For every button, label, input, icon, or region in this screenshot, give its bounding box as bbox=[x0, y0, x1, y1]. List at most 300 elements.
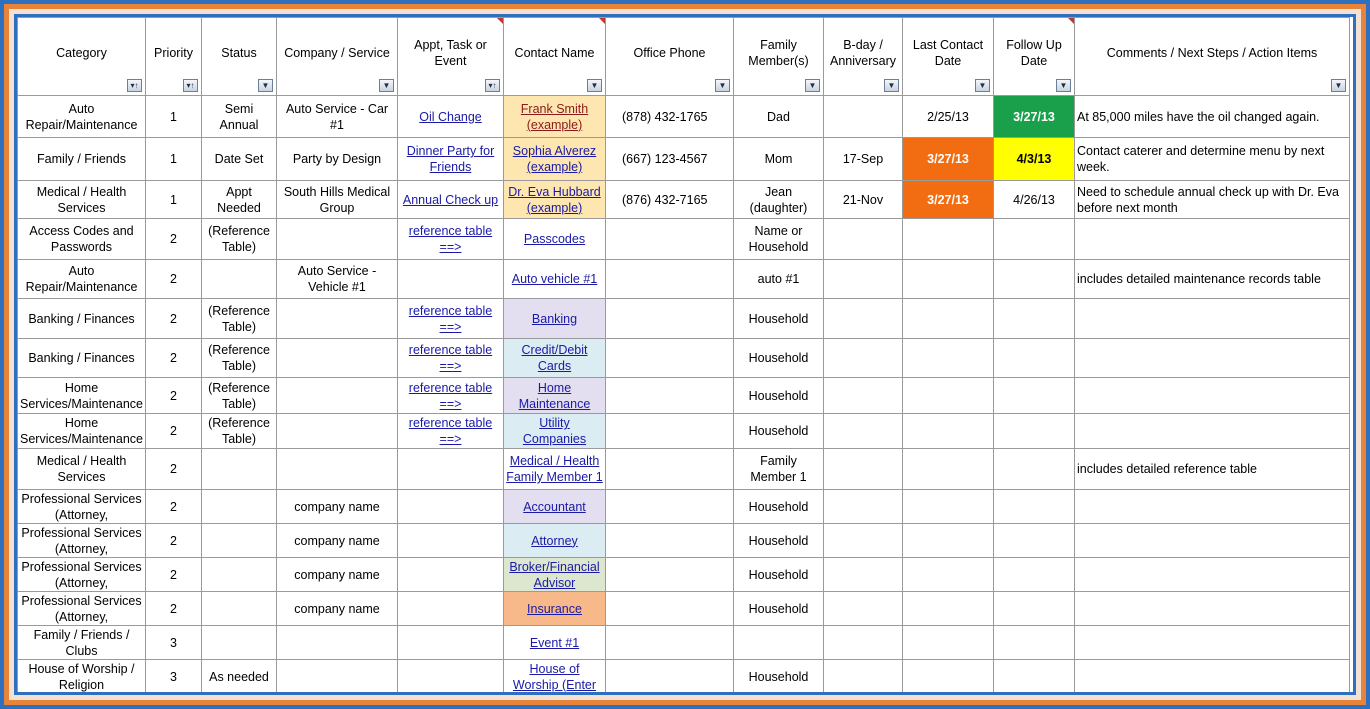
contact-cell[interactable] bbox=[504, 260, 606, 299]
follow-up-cell[interactable] bbox=[994, 558, 1075, 592]
contact-cell[interactable] bbox=[504, 138, 606, 181]
family-cell[interactable] bbox=[734, 449, 824, 490]
phone-cell[interactable] bbox=[606, 299, 734, 339]
last-contact-cell[interactable] bbox=[903, 96, 994, 138]
bday-cell[interactable] bbox=[824, 524, 903, 558]
priority-text: 2 bbox=[170, 601, 177, 616]
appt-link[interactable]: reference table ==> bbox=[408, 416, 493, 446]
phone-cell[interactable] bbox=[606, 660, 734, 693]
appt-link[interactable]: reference table ==> bbox=[408, 303, 493, 334]
sort-filter-icon[interactable]: ▾↑ bbox=[183, 79, 198, 92]
bday-cell[interactable] bbox=[824, 138, 903, 181]
category-cell[interactable] bbox=[18, 592, 146, 626]
filter-dropdown-icon[interactable]: ▼ bbox=[587, 79, 602, 92]
family-text: Household bbox=[748, 424, 809, 438]
comments-cell[interactable] bbox=[1075, 378, 1350, 414]
phone-cell[interactable] bbox=[606, 592, 734, 626]
status-cell[interactable] bbox=[202, 299, 277, 339]
comments-cell[interactable] bbox=[1075, 490, 1350, 524]
appt-cell[interactable] bbox=[398, 449, 504, 490]
column-header-label: Office Phone bbox=[633, 45, 706, 60]
filter-dropdown-icon[interactable]: ▼ bbox=[975, 79, 990, 92]
family-cell[interactable] bbox=[734, 524, 824, 558]
bday-text: 21-Nov bbox=[842, 192, 884, 207]
family-text: Household bbox=[748, 351, 809, 365]
family-cell[interactable] bbox=[734, 138, 824, 181]
follow-up-cell[interactable] bbox=[994, 299, 1075, 339]
contact-link[interactable]: Auto vehicle #1 bbox=[511, 272, 598, 286]
status-cell[interactable] bbox=[202, 96, 277, 138]
inner-frame bbox=[14, 14, 1356, 695]
company-cell[interactable] bbox=[277, 490, 398, 524]
category-cell[interactable] bbox=[18, 490, 146, 524]
column-header bbox=[734, 18, 824, 96]
bday-text: 17-Sep bbox=[842, 152, 884, 166]
follow-up-cell[interactable] bbox=[994, 490, 1075, 524]
appt-link[interactable]: reference table ==> bbox=[408, 224, 493, 254]
table-row bbox=[18, 558, 1350, 592]
phone-cell[interactable] bbox=[606, 490, 734, 524]
follow-up-cell[interactable] bbox=[994, 339, 1075, 378]
family-cell[interactable] bbox=[734, 414, 824, 449]
appt-cell[interactable] bbox=[398, 181, 504, 219]
category-cell[interactable] bbox=[18, 378, 146, 414]
follow-up-text: 4/3/13 bbox=[1016, 152, 1052, 166]
phone-cell[interactable] bbox=[606, 96, 734, 138]
category-cell[interactable] bbox=[18, 138, 146, 181]
follow-up-cell[interactable] bbox=[994, 414, 1075, 449]
contact-link[interactable]: Insurance bbox=[527, 601, 582, 616]
column-header-label: Appt, Task or Event bbox=[414, 37, 487, 68]
category-cell[interactable] bbox=[18, 558, 146, 592]
filter-dropdown-icon[interactable]: ▼ bbox=[1056, 79, 1071, 92]
follow-up-cell[interactable] bbox=[994, 138, 1075, 181]
bday-cell[interactable] bbox=[824, 96, 903, 138]
follow-up-cell[interactable] bbox=[994, 449, 1075, 490]
comments-cell[interactable] bbox=[1075, 339, 1350, 378]
table-row bbox=[18, 524, 1350, 558]
company-text: Auto Service - Car #1 bbox=[285, 101, 389, 132]
comments-cell[interactable] bbox=[1075, 181, 1350, 219]
category-cell[interactable] bbox=[18, 219, 146, 260]
table-row bbox=[18, 299, 1350, 339]
contact-link[interactable]: Banking bbox=[531, 311, 578, 326]
priority-text: 1 bbox=[170, 152, 177, 166]
priority-cell[interactable] bbox=[146, 490, 202, 524]
priority-cell[interactable] bbox=[146, 219, 202, 260]
appt-cell[interactable] bbox=[398, 260, 504, 299]
company-cell[interactable] bbox=[277, 378, 398, 414]
filter-dropdown-icon[interactable]: ▼ bbox=[258, 79, 273, 92]
bday-cell[interactable] bbox=[824, 660, 903, 693]
phone-cell[interactable] bbox=[606, 378, 734, 414]
category-text: Auto Repair/Maintenance bbox=[25, 101, 138, 132]
contact-link[interactable]: Medical / Health Family Member 1 bbox=[506, 454, 603, 484]
column-header bbox=[903, 18, 994, 96]
appt-cell[interactable] bbox=[398, 138, 504, 181]
category-cell[interactable] bbox=[18, 449, 146, 490]
priority-cell[interactable] bbox=[146, 414, 202, 449]
family-cell[interactable] bbox=[734, 219, 824, 260]
family-text: Household bbox=[748, 533, 809, 548]
follow-up-cell[interactable] bbox=[994, 96, 1075, 138]
company-text: Party by Design bbox=[292, 152, 382, 166]
status-cell[interactable] bbox=[202, 414, 277, 449]
follow-up-cell[interactable] bbox=[994, 181, 1075, 219]
appt-link[interactable]: reference table ==> bbox=[408, 380, 493, 411]
phone-cell[interactable] bbox=[606, 558, 734, 592]
family-cell[interactable] bbox=[734, 260, 824, 299]
family-text: Household bbox=[748, 669, 809, 684]
contact-link[interactable]: Dr. Eva Hubbard (example) bbox=[508, 184, 601, 215]
last-contact-cell[interactable] bbox=[903, 138, 994, 181]
table-row bbox=[18, 660, 1350, 693]
priority-cell[interactable] bbox=[146, 181, 202, 219]
last-contact-text: 3/27/13 bbox=[927, 152, 969, 166]
last-contact-cell[interactable] bbox=[903, 524, 994, 558]
comments-text: includes detailed maintenance records table bbox=[1077, 272, 1321, 286]
phone-cell[interactable] bbox=[606, 449, 734, 490]
last-contact-cell[interactable] bbox=[903, 378, 994, 414]
company-cell[interactable] bbox=[277, 339, 398, 378]
contact-cell[interactable] bbox=[504, 96, 606, 138]
comments-cell[interactable] bbox=[1075, 558, 1350, 592]
contact-cell[interactable] bbox=[504, 299, 606, 339]
table-row bbox=[18, 260, 1350, 299]
priority-cell[interactable] bbox=[146, 558, 202, 592]
last-contact-cell[interactable] bbox=[903, 660, 994, 693]
column-header-label: Contact Name bbox=[514, 45, 595, 60]
priority-text: 2 bbox=[170, 311, 177, 326]
contact-link[interactable]: Attorney bbox=[531, 533, 578, 548]
family-text: Household bbox=[748, 567, 809, 582]
filter-dropdown-icon[interactable]: ▼ bbox=[1331, 79, 1346, 92]
appt-cell[interactable] bbox=[398, 660, 504, 693]
company-cell[interactable] bbox=[277, 626, 398, 660]
follow-up-cell[interactable] bbox=[994, 592, 1075, 626]
contact-link[interactable]: Frank Smith (example) bbox=[520, 101, 589, 132]
category-cell[interactable] bbox=[18, 626, 146, 660]
category-text: Banking / Finances bbox=[28, 351, 135, 365]
table-row bbox=[18, 219, 1350, 260]
category-text: Home Services/Maintenance bbox=[20, 380, 143, 411]
appt-cell[interactable] bbox=[398, 96, 504, 138]
priority-cell[interactable] bbox=[146, 299, 202, 339]
priority-cell[interactable] bbox=[146, 592, 202, 626]
category-cell[interactable] bbox=[18, 524, 146, 558]
priority-cell[interactable] bbox=[146, 449, 202, 490]
comments-cell[interactable] bbox=[1075, 96, 1350, 138]
appt-link[interactable]: reference table ==> bbox=[408, 343, 493, 373]
comments-cell[interactable] bbox=[1075, 592, 1350, 626]
comments-cell[interactable] bbox=[1075, 626, 1350, 660]
company-cell[interactable] bbox=[277, 260, 398, 299]
company-cell[interactable] bbox=[277, 524, 398, 558]
company-cell[interactable] bbox=[277, 414, 398, 449]
appt-cell[interactable] bbox=[398, 490, 504, 524]
comments-cell[interactable] bbox=[1075, 449, 1350, 490]
category-text: House of Worship / Religion bbox=[28, 661, 135, 692]
contact-link[interactable]: Credit/Debit Cards bbox=[521, 343, 588, 373]
priority-text: 2 bbox=[170, 272, 177, 286]
bday-cell[interactable] bbox=[824, 558, 903, 592]
status-cell[interactable] bbox=[202, 524, 277, 558]
phone-cell[interactable] bbox=[606, 181, 734, 219]
status-cell[interactable] bbox=[202, 260, 277, 299]
bday-cell[interactable] bbox=[824, 626, 903, 660]
contact-link[interactable]: Broker/Financial Advisor bbox=[509, 559, 600, 590]
appt-cell[interactable] bbox=[398, 414, 504, 449]
table-row bbox=[18, 96, 1350, 138]
follow-up-text: 3/27/13 bbox=[1013, 109, 1055, 124]
last-contact-text: 2/25/13 bbox=[927, 109, 969, 124]
contact-link[interactable]: Utility Companies bbox=[522, 416, 587, 446]
company-text: company name bbox=[294, 499, 380, 514]
status-cell[interactable] bbox=[202, 626, 277, 660]
status-cell[interactable] bbox=[202, 558, 277, 592]
contact-cell[interactable] bbox=[504, 592, 606, 626]
contact-cell[interactable] bbox=[504, 219, 606, 260]
company-cell[interactable] bbox=[277, 299, 398, 339]
contact-cell[interactable] bbox=[504, 181, 606, 219]
follow-up-cell[interactable] bbox=[994, 219, 1075, 260]
contact-link[interactable]: Sophia Alverez (example) bbox=[512, 144, 597, 174]
company-cell[interactable] bbox=[277, 138, 398, 181]
contact-link[interactable]: Accountant bbox=[523, 499, 586, 514]
comments-cell[interactable] bbox=[1075, 299, 1350, 339]
family-cell[interactable] bbox=[734, 299, 824, 339]
status-cell[interactable] bbox=[202, 490, 277, 524]
comments-cell[interactable] bbox=[1075, 219, 1350, 260]
column-header bbox=[18, 18, 146, 96]
status-text: Semi Annual bbox=[219, 101, 259, 132]
company-cell[interactable] bbox=[277, 449, 398, 490]
appt-link[interactable]: Annual Check up bbox=[402, 192, 499, 207]
family-text: Household bbox=[748, 311, 809, 326]
category-cell[interactable] bbox=[18, 299, 146, 339]
contact-cell[interactable] bbox=[504, 490, 606, 524]
phone-cell[interactable] bbox=[606, 339, 734, 378]
column-header-label: Priority bbox=[154, 45, 193, 60]
contact-cell[interactable] bbox=[504, 339, 606, 378]
category-cell[interactable] bbox=[18, 414, 146, 449]
contact-link[interactable]: Home Maintenance bbox=[518, 380, 591, 411]
comments-text: Contact caterer and determine menu by next week. bbox=[1077, 144, 1325, 174]
column-header bbox=[824, 18, 903, 96]
bday-cell[interactable] bbox=[824, 414, 903, 449]
appt-cell[interactable] bbox=[398, 219, 504, 260]
bday-cell[interactable] bbox=[824, 299, 903, 339]
company-cell[interactable] bbox=[277, 592, 398, 626]
contact-link[interactable]: House of Worship (Enter bbox=[512, 661, 597, 692]
bday-cell[interactable] bbox=[824, 490, 903, 524]
sort-filter-icon[interactable]: ▾↑ bbox=[485, 79, 500, 92]
family-text: auto #1 bbox=[757, 272, 800, 286]
last-contact-cell[interactable] bbox=[903, 558, 994, 592]
priority-cell[interactable] bbox=[146, 660, 202, 693]
family-text: Household bbox=[748, 601, 809, 616]
comments-cell[interactable] bbox=[1075, 660, 1350, 693]
last-contact-cell[interactable] bbox=[903, 626, 994, 660]
last-contact-cell[interactable] bbox=[903, 592, 994, 626]
comments-cell[interactable] bbox=[1075, 524, 1350, 558]
appt-cell[interactable] bbox=[398, 378, 504, 414]
column-header bbox=[606, 18, 734, 96]
bday-cell[interactable] bbox=[824, 592, 903, 626]
contact-link[interactable]: Passcodes bbox=[523, 232, 586, 246]
status-cell[interactable] bbox=[202, 378, 277, 414]
bday-cell[interactable] bbox=[824, 339, 903, 378]
priority-cell[interactable] bbox=[146, 260, 202, 299]
last-contact-cell[interactable] bbox=[903, 414, 994, 449]
contact-cell[interactable] bbox=[504, 626, 606, 660]
family-cell[interactable] bbox=[734, 181, 824, 219]
category-cell[interactable] bbox=[18, 181, 146, 219]
family-text: Name or Household bbox=[748, 224, 809, 254]
category-cell[interactable] bbox=[18, 96, 146, 138]
phone-cell[interactable] bbox=[606, 138, 734, 181]
follow-up-cell[interactable] bbox=[994, 626, 1075, 660]
bday-cell[interactable] bbox=[824, 378, 903, 414]
column-header-label: Company / Service bbox=[284, 45, 390, 60]
appt-cell[interactable] bbox=[398, 339, 504, 378]
status-cell[interactable] bbox=[202, 138, 277, 181]
status-text: (Reference Table) bbox=[208, 224, 270, 254]
category-text: Family / Friends bbox=[37, 152, 126, 166]
bday-cell[interactable] bbox=[824, 219, 903, 260]
table-body bbox=[18, 96, 1350, 693]
column-header bbox=[504, 18, 606, 96]
category-cell[interactable] bbox=[18, 260, 146, 299]
filter-dropdown-icon[interactable]: ▼ bbox=[805, 79, 820, 92]
family-cell[interactable] bbox=[734, 660, 824, 693]
family-text: Household bbox=[748, 499, 809, 514]
family-cell[interactable] bbox=[734, 626, 824, 660]
appt-cell[interactable] bbox=[398, 592, 504, 626]
phone-cell[interactable] bbox=[606, 414, 734, 449]
contact-table bbox=[17, 17, 1350, 692]
company-cell[interactable] bbox=[277, 96, 398, 138]
category-cell[interactable] bbox=[18, 339, 146, 378]
priority-cell[interactable] bbox=[146, 378, 202, 414]
last-contact-cell[interactable] bbox=[903, 449, 994, 490]
status-cell[interactable] bbox=[202, 449, 277, 490]
priority-cell[interactable] bbox=[146, 138, 202, 181]
follow-up-cell[interactable] bbox=[994, 524, 1075, 558]
comments-cell[interactable] bbox=[1075, 260, 1350, 299]
filter-dropdown-icon[interactable]: ▼ bbox=[379, 79, 394, 92]
contact-cell[interactable] bbox=[504, 378, 606, 414]
phone-text: (876) 432-7165 bbox=[622, 192, 708, 207]
last-contact-cell[interactable] bbox=[903, 219, 994, 260]
priority-text: 2 bbox=[170, 462, 177, 476]
follow-up-cell[interactable] bbox=[994, 378, 1075, 414]
priority-text: 2 bbox=[170, 351, 177, 365]
follow-up-cell[interactable] bbox=[994, 660, 1075, 693]
last-contact-cell[interactable] bbox=[903, 339, 994, 378]
family-cell[interactable] bbox=[734, 96, 824, 138]
contact-cell[interactable] bbox=[504, 660, 606, 693]
priority-cell[interactable] bbox=[146, 339, 202, 378]
filter-dropdown-icon[interactable]: ▼ bbox=[884, 79, 899, 92]
priority-text: 2 bbox=[170, 533, 177, 548]
priority-cell[interactable] bbox=[146, 626, 202, 660]
last-contact-cell[interactable] bbox=[903, 260, 994, 299]
comments-cell[interactable] bbox=[1075, 414, 1350, 449]
category-text: Home Services/Maintenance bbox=[20, 416, 143, 446]
company-text: company name bbox=[294, 533, 380, 548]
appt-cell[interactable] bbox=[398, 558, 504, 592]
column-header-label: Last Contact Date bbox=[912, 37, 984, 68]
priority-cell[interactable] bbox=[146, 524, 202, 558]
spreadsheet bbox=[17, 17, 1353, 692]
priority-cell[interactable] bbox=[146, 96, 202, 138]
company-cell[interactable] bbox=[277, 219, 398, 260]
company-cell[interactable] bbox=[277, 558, 398, 592]
table-row bbox=[18, 449, 1350, 490]
table-row bbox=[18, 414, 1350, 449]
status-cell[interactable] bbox=[202, 219, 277, 260]
phone-cell[interactable] bbox=[606, 260, 734, 299]
family-cell[interactable] bbox=[734, 378, 824, 414]
status-text: (Reference Table) bbox=[208, 416, 270, 446]
bday-cell[interactable] bbox=[824, 449, 903, 490]
contact-link[interactable]: Event #1 bbox=[529, 635, 580, 650]
phone-cell[interactable] bbox=[606, 524, 734, 558]
appt-cell[interactable] bbox=[398, 299, 504, 339]
last-contact-cell[interactable] bbox=[903, 181, 994, 219]
family-text: Mom bbox=[764, 152, 793, 166]
appt-link[interactable]: Dinner Party for Friends bbox=[406, 144, 495, 174]
priority-text: 2 bbox=[170, 567, 177, 582]
status-cell[interactable] bbox=[202, 660, 277, 693]
phone-cell[interactable] bbox=[606, 219, 734, 260]
company-cell[interactable] bbox=[277, 181, 398, 219]
contact-cell[interactable] bbox=[504, 558, 606, 592]
phone-cell[interactable] bbox=[606, 626, 734, 660]
status-cell[interactable] bbox=[202, 181, 277, 219]
sort-filter-icon[interactable]: ▾↑ bbox=[127, 79, 142, 92]
filter-dropdown-icon[interactable]: ▼ bbox=[715, 79, 730, 92]
appt-link[interactable]: Oil Change bbox=[419, 109, 482, 124]
bday-cell[interactable] bbox=[824, 181, 903, 219]
appt-cell[interactable] bbox=[398, 626, 504, 660]
priority-text: 2 bbox=[170, 499, 177, 514]
status-cell[interactable] bbox=[202, 339, 277, 378]
contact-cell[interactable] bbox=[504, 524, 606, 558]
contact-cell[interactable] bbox=[504, 414, 606, 449]
category-cell[interactable] bbox=[18, 660, 146, 693]
priority-text: 2 bbox=[170, 232, 177, 246]
comments-cell[interactable] bbox=[1075, 138, 1350, 181]
status-text: Appt Needed bbox=[217, 184, 261, 215]
contact-cell[interactable] bbox=[504, 449, 606, 490]
last-contact-cell[interactable] bbox=[903, 490, 994, 524]
column-header-label: Comments / Next Steps / Action Items bbox=[1106, 45, 1318, 60]
company-cell[interactable] bbox=[277, 660, 398, 693]
family-cell[interactable] bbox=[734, 592, 824, 626]
last-contact-cell[interactable] bbox=[903, 299, 994, 339]
family-cell[interactable] bbox=[734, 558, 824, 592]
appt-cell[interactable] bbox=[398, 524, 504, 558]
bday-cell[interactable] bbox=[824, 260, 903, 299]
follow-up-cell[interactable] bbox=[994, 260, 1075, 299]
status-cell[interactable] bbox=[202, 592, 277, 626]
status-text: (Reference Table) bbox=[208, 380, 270, 411]
table-row bbox=[18, 339, 1350, 378]
family-cell[interactable] bbox=[734, 339, 824, 378]
family-cell[interactable] bbox=[734, 490, 824, 524]
